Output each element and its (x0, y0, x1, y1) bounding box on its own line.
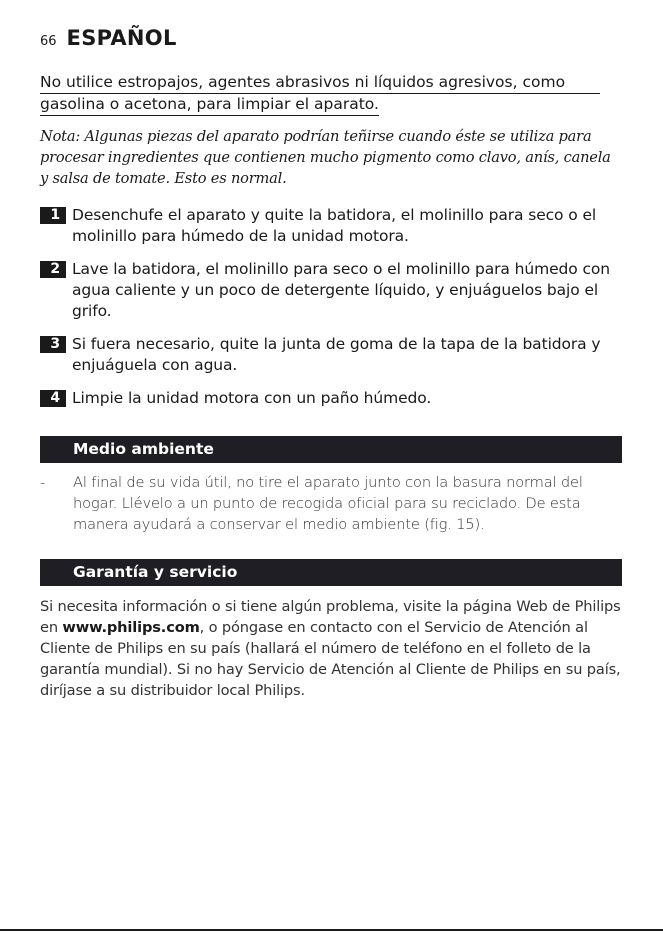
philips-website-link[interactable]: www.philips.com (62, 619, 200, 636)
section-heading-environment: Medio ambiente (40, 436, 622, 463)
section-heading-warranty: Garantía y servicio (40, 559, 622, 586)
page-number: 66 (40, 34, 57, 49)
list-dash: - (40, 474, 46, 491)
step-number-badge: 2 (40, 261, 66, 278)
step-text: Si fuera necesario, quite la junta de goma de la tapa de la batidora y enjuáguela con agua. (72, 335, 601, 374)
language-title: ESPAÑOL (66, 26, 177, 50)
warning-line-1: No utilice estropajos, agentes abrasivos ni líquidos agresivos, como (40, 72, 600, 94)
warning-line-2: gasolina o acetona, para limpiar el aparato. (40, 94, 379, 116)
step-text: Lave la batidora, el molinillo para seco o el molinillo para húmedo con agua caliente y un poco de detergente líquido, y enjuáguelos bajo el grifo. (72, 260, 610, 320)
step-text: Desenchufe el aparato y quite la batidora, el molinillo para seco o el molinillo para húmedo de la unidad motora. (72, 206, 597, 245)
page-header (40, 26, 177, 50)
warranty-text-after: , o póngase en contacto con el Servicio de Atención al Cliente de Philips en su país (hallará el número de teléfono en el folleto de la garantía mundial). Si no hay Servicio de Atención al Cliente de Philips en su país, diríjase a su distribuidor local Philips. (40, 619, 621, 699)
environment-list-item (40, 472, 622, 535)
cleaning-warning (40, 72, 600, 116)
environment-text: Al final de su vida útil, no tire el aparato junto con la basura normal del hogar. Llévelo a un punto de recogida oficial para su reciclado. De esta manera ayudará a conservar el medio ambiente (fig. 15). (73, 474, 583, 533)
note-paragraph: Nota: Algunas piezas del aparato podrían teñirse cuando éste se utiliza para procesar ingredientes que contienen mucho pigmento como clavo, anís, canela y salsa de tomate. Esto es normal. (40, 128, 611, 187)
step-number-badge: 1 (40, 207, 66, 224)
warranty-text-before: Si necesita información o si tiene algún problema, visite la página Web de Philips en (40, 598, 621, 636)
warranty-paragraph (40, 596, 622, 701)
bottom-rule (0, 929, 663, 931)
cleaning-steps (40, 205, 622, 421)
step-item (40, 205, 622, 247)
step-text: Limpie la unidad motora con un paño húmedo. (72, 389, 432, 407)
step-item (40, 259, 622, 322)
step-item (40, 388, 622, 409)
step-number-badge: 3 (40, 336, 66, 353)
step-number-badge: 4 (40, 390, 66, 407)
step-item (40, 334, 622, 376)
